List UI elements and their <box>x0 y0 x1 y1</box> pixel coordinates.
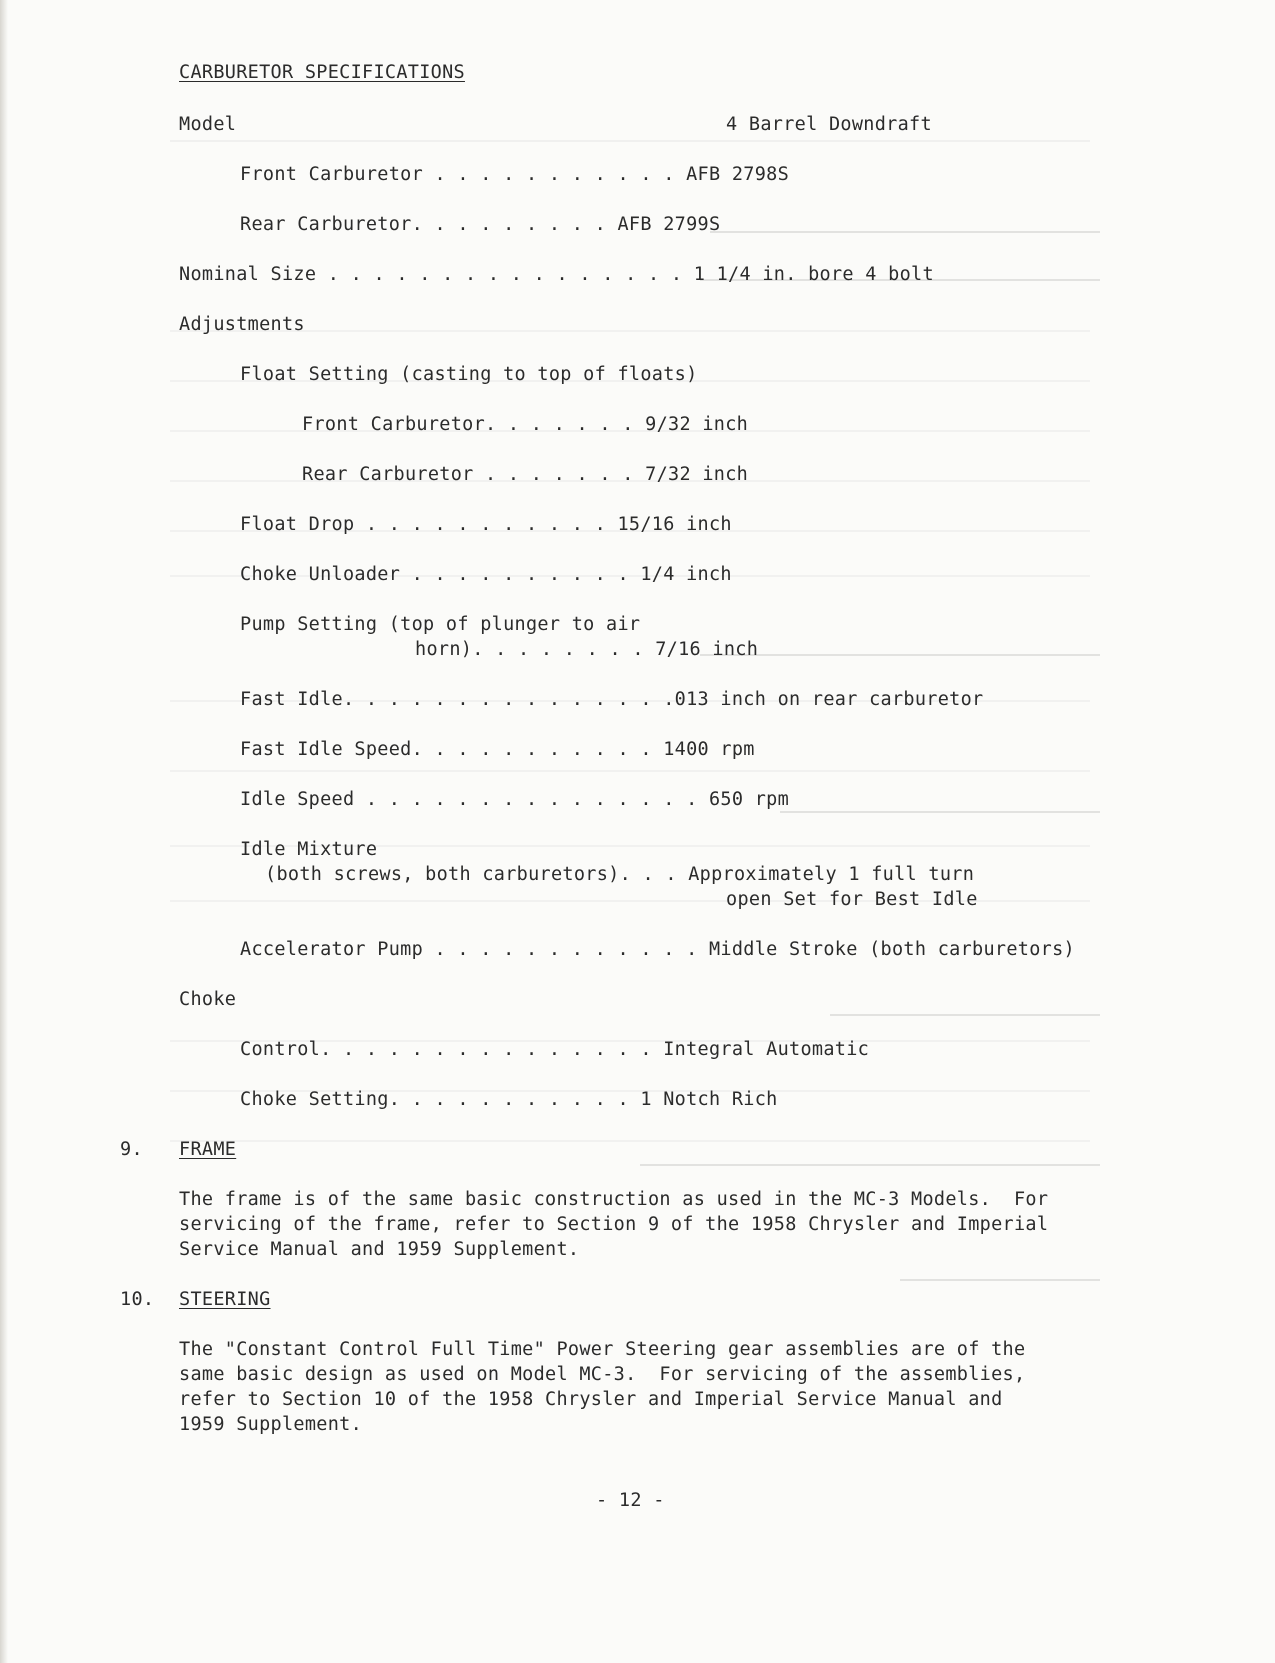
leader-dots: . . . . . . . . . . <box>400 564 641 585</box>
leader-dots: . . . . . . . . . . . . . . . . <box>316 264 694 285</box>
idle-mixture-label: Idle Mixture <box>240 839 378 860</box>
leader-dots: . . . . . . . . . . . <box>423 164 687 185</box>
fast-idle-speed-value: 1400 rpm <box>663 739 755 760</box>
nominal-size-row <box>179 264 934 286</box>
choke-heading: Choke <box>179 989 237 1010</box>
nominal-size-label: Nominal Size <box>179 264 317 285</box>
choke-unloader-row <box>240 564 732 586</box>
leader-dots: . . . . . . . . . . . . <box>423 939 709 960</box>
float-drop-row <box>240 514 732 536</box>
model-value: 4 Barrel Downdraft <box>726 114 932 135</box>
leader-dots: . . . . . . . . . . . . . . . <box>320 1039 664 1060</box>
idle-speed-label: Idle Speed <box>240 789 355 810</box>
float-rear-value: 7/32 inch <box>645 464 749 485</box>
accelerator-pump-row <box>240 939 1075 961</box>
section-10-line: same basic design as used on Model MC-3. For servicing of the assemblies, <box>179 1364 1026 1385</box>
accelerator-pump-value: Middle Stroke (both carburetors) <box>708 939 1075 960</box>
fast-idle-value: 013 inch on rear carburetor <box>674 689 984 710</box>
leader-dots: . . . . . . . . . . . . . . . <box>354 789 709 810</box>
section-9-line: Service Manual and 1959 Supplement. <box>179 1239 580 1260</box>
leader-dots: . . . . . . . . . <box>411 214 618 235</box>
section-9-number: 9. <box>120 1139 143 1160</box>
pump-setting-label-cont: horn) <box>415 639 473 660</box>
front-carburetor-label: Front Carburetor <box>240 164 424 185</box>
section-9-line: The frame is of the same basic construction as used in the MC-3 Models. For <box>179 1189 1049 1210</box>
choke-unloader-value: 1/4 inch <box>640 564 732 585</box>
section-10-line: The "Constant Control Full Time" Power Steering gear assemblies are of the <box>179 1339 1026 1360</box>
choke-setting-row <box>240 1089 778 1111</box>
rear-carburetor-value: AFB 2799S <box>617 214 721 235</box>
float-front-label: Front Carburetor <box>302 414 486 435</box>
idle-speed-value: 650 rpm <box>708 789 790 810</box>
front-carburetor-value: AFB 2798S <box>686 164 790 185</box>
choke-unloader-label: Choke Unloader <box>240 564 401 585</box>
section-10-number: 10. <box>120 1289 155 1310</box>
rear-carburetor-label: Rear Carburetor <box>240 214 412 235</box>
float-drop-value: 15/16 inch <box>617 514 732 535</box>
pump-setting-value: 7/16 inch <box>655 639 759 660</box>
leader-dots: . . . . . . . . . . . <box>388 1089 641 1110</box>
choke-setting-label: Choke Setting <box>240 1089 389 1110</box>
choke-setting-value: 1 Notch Rich <box>640 1089 778 1110</box>
section-10-line: refer to Section 10 of the 1958 Chrysler and Imperial Service Manual and <box>179 1389 1003 1410</box>
idle-mixture-row <box>265 864 974 886</box>
model-label: Model <box>179 114 237 135</box>
control-label: Control <box>240 1039 321 1060</box>
rear-carburetor-row <box>240 214 720 236</box>
control-value: Integral Automatic <box>663 1039 870 1060</box>
page-edge-shadow <box>0 0 8 1663</box>
front-carburetor-row <box>240 164 789 186</box>
leader-dots: . . . . . . . . . . . <box>411 739 664 760</box>
leader-dots: . . . . . . . . . . . . . . . <box>342 689 675 710</box>
idle-mixture-value-cont: open Set for Best Idle <box>726 889 978 910</box>
idle-speed-row <box>240 789 789 811</box>
fast-idle-row <box>240 689 983 711</box>
nominal-size-value: 1 1/4 in. bore 4 bolt <box>693 264 934 285</box>
leader-dots: . . . . . . . <box>485 414 646 435</box>
pump-setting-row <box>415 639 758 661</box>
float-front-value: 9/32 inch <box>645 414 749 435</box>
float-rear-label: Rear Carburetor <box>302 464 474 485</box>
section-9-heading: FRAME <box>179 1139 237 1160</box>
page-title: CARBURETOR SPECIFICATIONS <box>179 62 465 83</box>
page-number: - 12 - <box>596 1490 665 1511</box>
idle-mixture-sub: (both screws, both carburetors) <box>265 864 620 885</box>
fast-idle-speed-label: Fast Idle Speed <box>240 739 412 760</box>
section-10-heading: STEERING <box>179 1289 271 1310</box>
fast-idle-speed-row <box>240 739 755 761</box>
leader-dots: . . . . . . . . <box>472 639 656 660</box>
accelerator-pump-label: Accelerator Pump <box>240 939 424 960</box>
float-drop-label: Float Drop <box>240 514 355 535</box>
float-front-row <box>302 414 748 436</box>
float-setting-label: Float Setting (casting to top of floats) <box>240 364 698 385</box>
leader-dots: . . . . . . . <box>473 464 646 485</box>
adjustments-heading: Adjustments <box>179 314 305 335</box>
section-10-line: 1959 Supplement. <box>179 1414 363 1435</box>
pump-setting-label: Pump Setting (top of plunger to air <box>240 614 641 635</box>
leader-dots: . . . <box>619 864 689 885</box>
fast-idle-label: Fast Idle <box>240 689 343 710</box>
float-rear-row <box>302 464 748 486</box>
idle-mixture-value: Approximately 1 full turn <box>688 864 975 885</box>
section-9-line: servicing of the frame, refer to Section 9 of the 1958 Chrysler and Imperial <box>179 1214 1049 1235</box>
leader-dots: . . . . . . . . . . . <box>354 514 618 535</box>
control-row <box>240 1039 869 1061</box>
